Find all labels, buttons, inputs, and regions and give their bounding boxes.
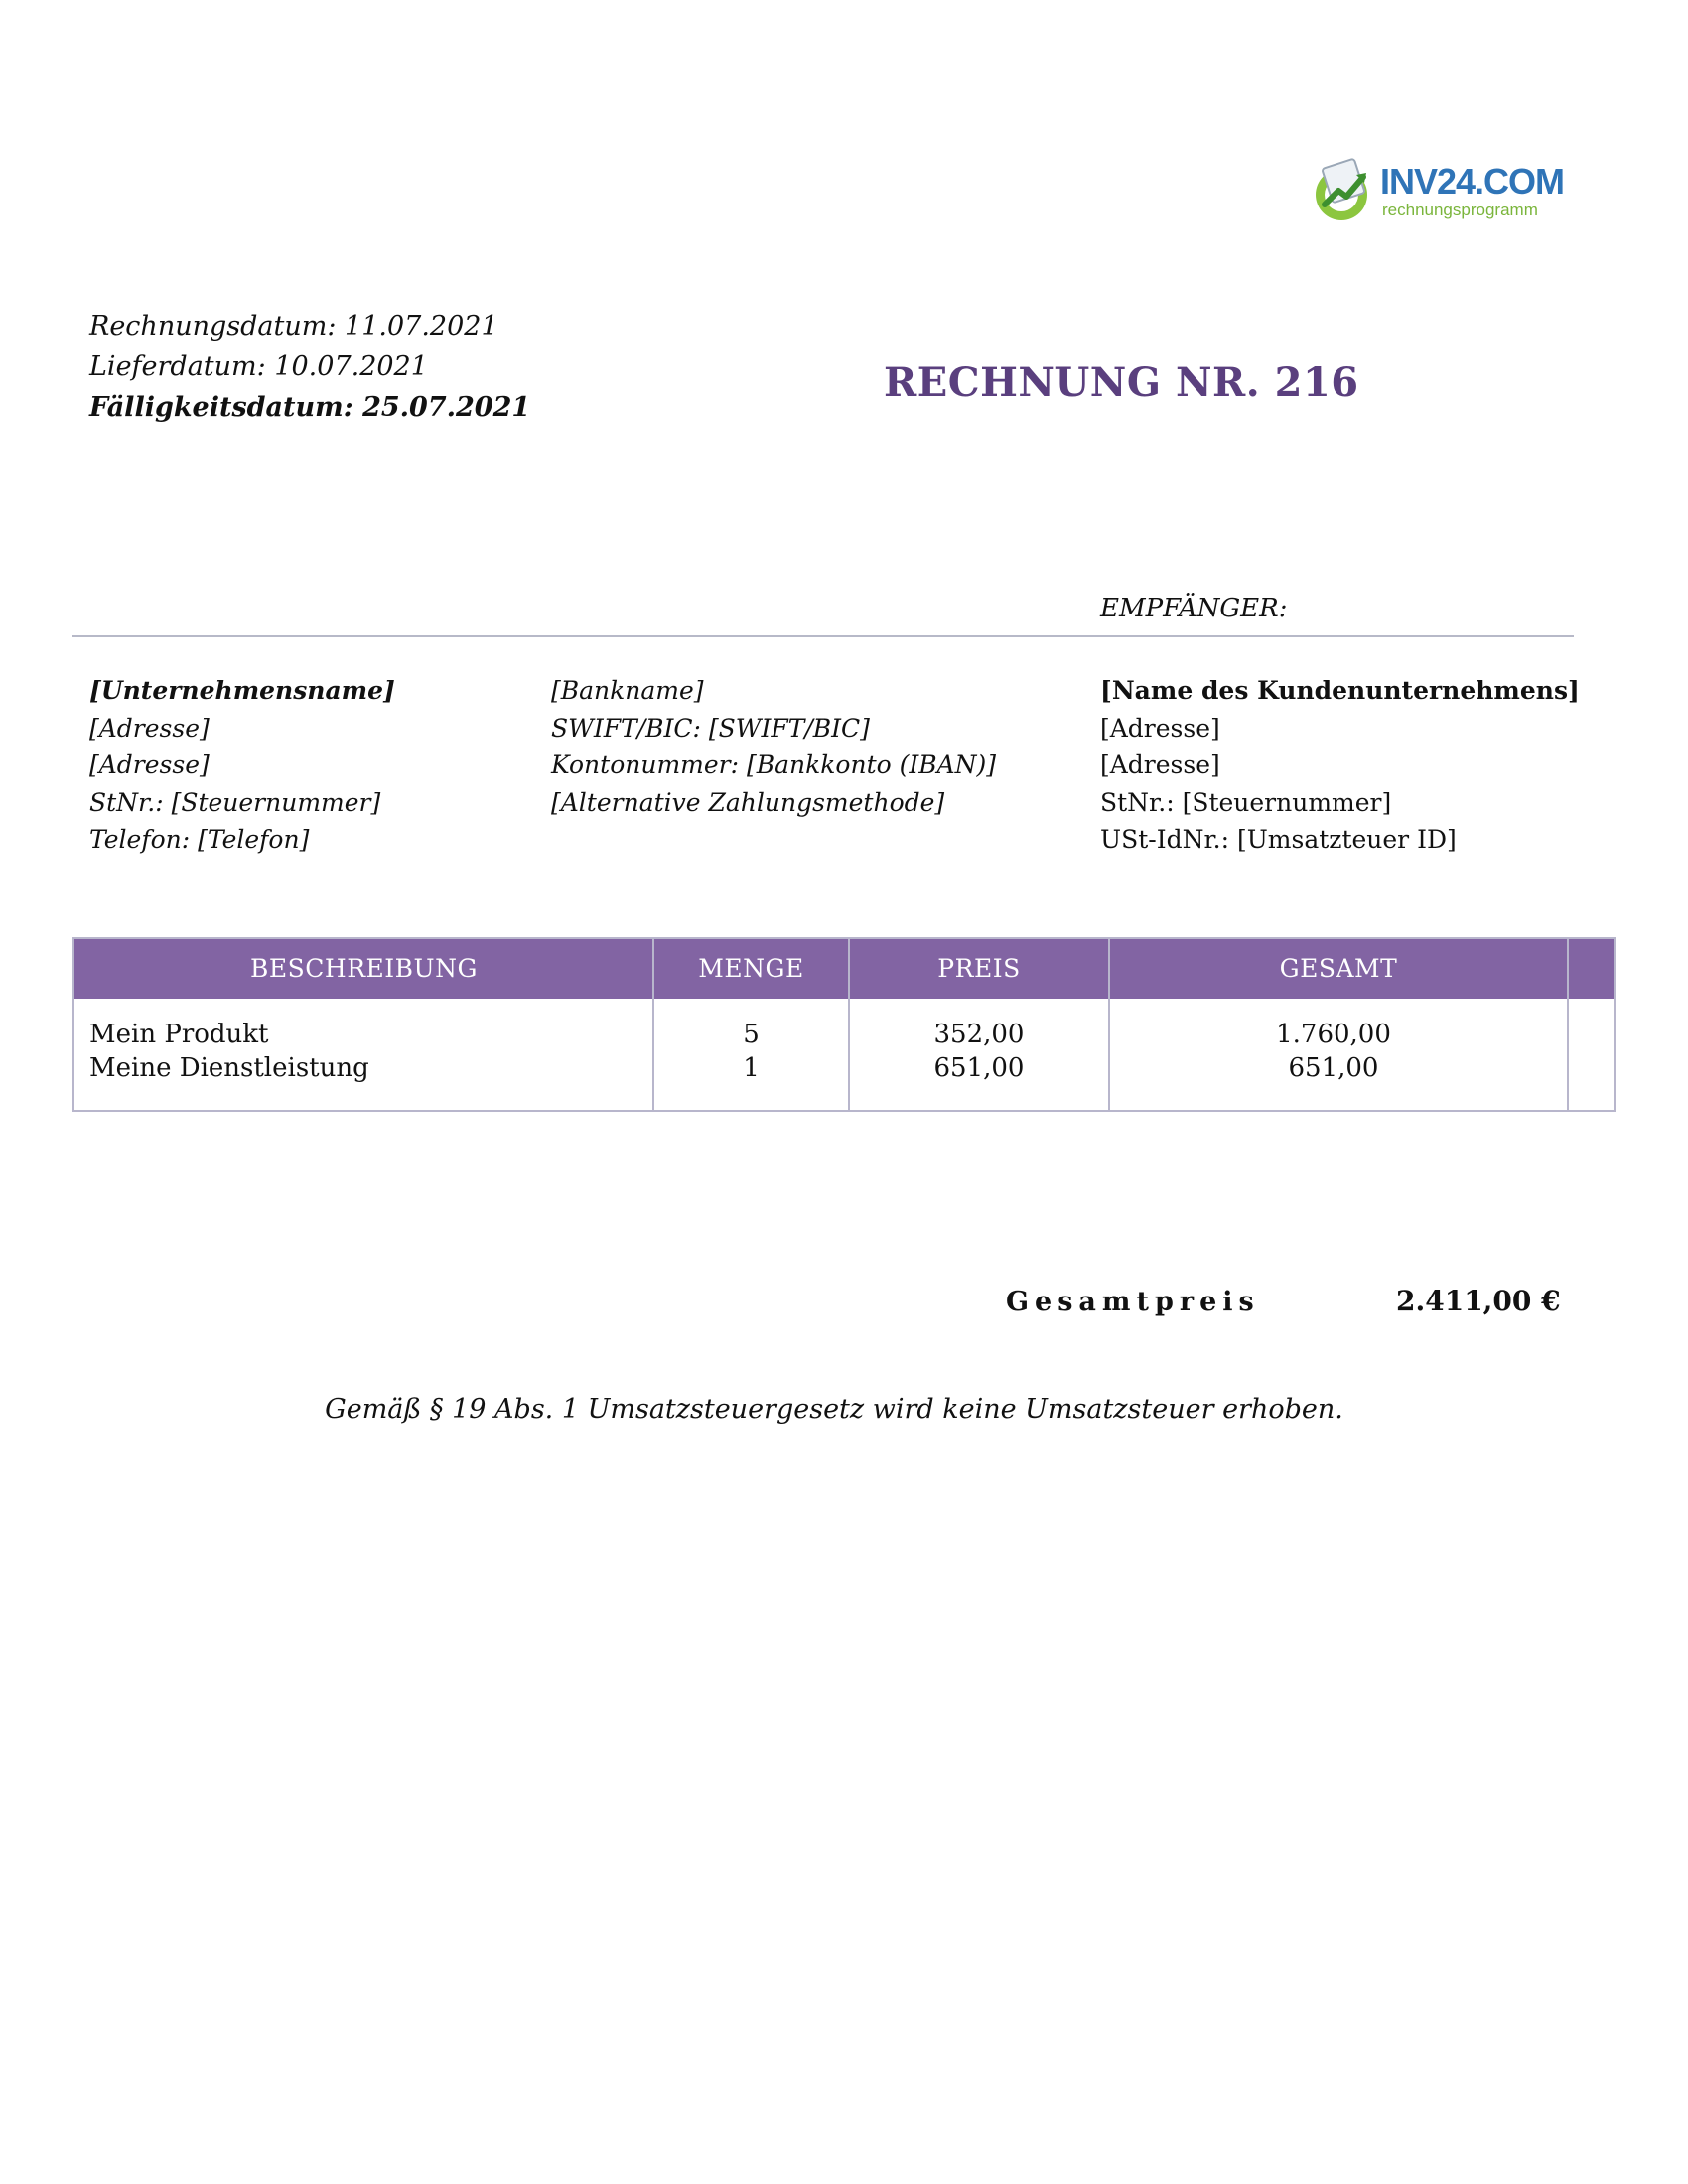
sender-block	[89, 672, 395, 859]
logo-badge-icon	[1309, 155, 1378, 224]
client-tax-number: StNr.: [Steuernummer]	[1100, 787, 1392, 817]
row-2-price: 651,00	[933, 1053, 1025, 1083]
header-description: BESCHREIBUNG	[250, 954, 478, 983]
delivery-date: Lieferdatum: 10.07.2021	[89, 351, 428, 382]
client-vat-id: USt-IdNr.: [Umsatzteuer ID]	[1100, 825, 1457, 854]
bank-account: Kontonummer: [Bankkonto (IBAN)]	[551, 751, 997, 779]
bank-alternative-payment: [Alternative Zahlungsmethode]	[551, 787, 945, 817]
invoice-date: Rechnungsdatum: 11.07.2021	[89, 311, 498, 341]
client-company: [Name des Kundenunternehmens]	[1100, 676, 1580, 705]
bank-name: [Bankname]	[551, 676, 704, 705]
row-1-description: Mein Produkt	[89, 1020, 269, 1049]
row-2-quantity: 1	[743, 1053, 760, 1083]
bank-block	[551, 672, 996, 821]
sender-company: [Unternehmensname]	[89, 676, 395, 705]
sender-address-2: [Adresse]	[89, 751, 210, 779]
logo-tagline: rechnungsprogramm	[1382, 201, 1538, 219]
sender-address-1: [Adresse]	[89, 713, 210, 743]
company-logo	[1309, 151, 1565, 230]
bank-swift: SWIFT/BIC: [SWIFT/BIC]	[551, 713, 870, 743]
row-1-price: 352,00	[933, 1020, 1025, 1049]
client-block	[1100, 672, 1580, 859]
tax-exemption-note: Gemäß § 19 Abs. 1 Umsatzsteuergesetz wird keine Umsatzsteuer erhoben.	[325, 1394, 1343, 1425]
items-table	[72, 937, 1616, 1112]
total-label: Gesamtpreis	[1006, 1287, 1260, 1317]
table-header	[74, 939, 1614, 999]
header-price: PREIS	[937, 954, 1021, 983]
row-1-total: 1.760,00	[1276, 1020, 1391, 1049]
sender-tax-number: StNr.: [Steuernummer]	[89, 787, 381, 817]
total-value: 2.411,00 €	[1396, 1285, 1561, 1317]
sender-phone: Telefon: [Telefon]	[89, 825, 310, 854]
column-divider	[1567, 939, 1569, 1110]
client-address-1: [Adresse]	[1100, 713, 1220, 743]
header-quantity: MENGE	[698, 954, 804, 983]
header-divider	[72, 635, 1574, 637]
invoice-title: RECHNUNG NR. 216	[884, 359, 1359, 406]
header-total: GESAMT	[1279, 954, 1398, 983]
recipient-label: EMPFÄNGER:	[1100, 594, 1288, 623]
due-date: Fälligkeitsdatum: 25.07.2021	[89, 392, 531, 423]
row-1-quantity: 5	[743, 1020, 760, 1049]
client-address-2: [Adresse]	[1100, 751, 1220, 779]
invoice-dates	[89, 306, 530, 428]
row-2-description: Meine Dienstleistung	[89, 1053, 369, 1083]
logo-wordmark: INV24.COM	[1380, 161, 1565, 202]
row-2-total: 651,00	[1288, 1053, 1379, 1083]
